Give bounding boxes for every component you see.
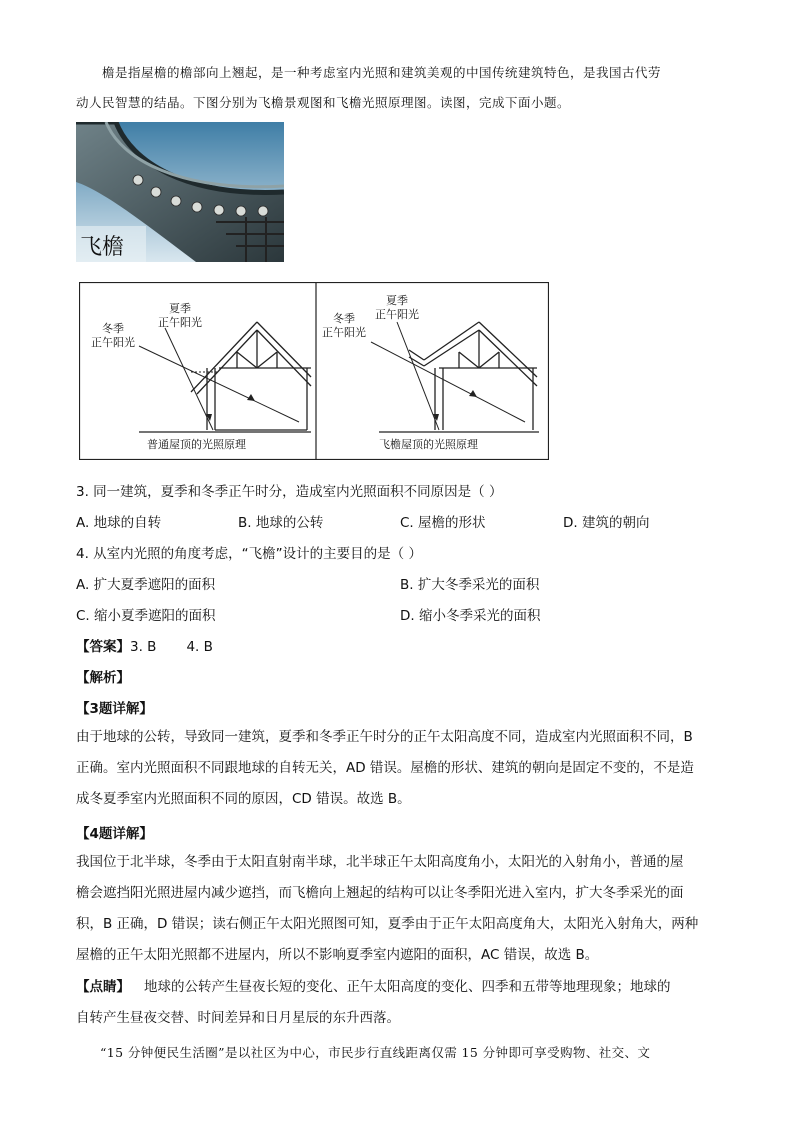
tip-label: 【点睛】 <box>76 979 130 995</box>
d3-line-1: 由于地球的公转，导致同一建筑，夏季和冬季正午时分的正午太阳高度不同，造成室内光照面积不同，B <box>76 729 693 745</box>
d3-label: 【3题详解】 <box>76 701 153 717</box>
q3-stem: 3. 同一建筑，夏季和冬季正午时分，造成室内光照面积不同原因是（ ） <box>76 484 503 500</box>
intro-line-2: 动人民智慧的结晶。下图分别为飞檐景观图和飞檐光照原理图。读图，完成下面小题。 <box>76 95 571 110</box>
q4-option-b[interactable]: B. 扩大冬季采光的面积 <box>400 577 540 593</box>
next-question-intro: “15 分钟便民生活圈”是以社区为中心，市民步行直线距离仅需 15 分钟即可享受购物、社交、文 <box>100 1045 651 1060</box>
d4-line-1: 我国位于北半球，冬季由于太阳直射南半球，北半球正午太阳高度角小，太阳光的入射角小，普通的屋 <box>76 854 684 870</box>
d4-line-4: 屋檐的正午太阳光照都不进屋内，所以不影响夏季室内遮阳的面积，AC 错误，故选 B。 <box>76 947 599 963</box>
left-caption: 普通屋顶的光照原理 <box>147 438 246 451</box>
left-summer-label: 夏季 正午阳光 <box>158 302 202 329</box>
right-summer-label: 夏季 正午阳光 <box>375 294 419 321</box>
flying-eaves-photo <box>76 122 284 262</box>
d3-line-3: 成冬夏季室内光照面积不同的原因，CD 错误。故选 B。 <box>76 791 411 807</box>
tip-line-2: 自转产生昼夜交替、时间差异和日月星辰的东升西落。 <box>76 1010 400 1026</box>
tip-line-1: 地球的公转产生昼夜长短的变化、正午太阳高度的变化、四季和五带等地理现象；地球的 <box>144 979 671 995</box>
q3-option-a[interactable]: A. 地球的自转 <box>76 515 162 531</box>
q3-option-d[interactable]: D. 建筑的朝向 <box>563 515 650 531</box>
tip-paragraph <box>76 972 716 1034</box>
answer-line <box>76 635 213 655</box>
d4-line-2: 檐会遮挡阳光照进屋内减少遮挡，而飞檐向上翘起的结构可以让冬季阳光进入室内，扩大冬季采光的面 <box>76 885 684 901</box>
eaves-light-diagram <box>79 282 549 460</box>
answer-label: 【答案】 <box>76 639 130 655</box>
q3-option-c[interactable]: C. 屋檐的形状 <box>400 515 486 531</box>
left-winter-label: 冬季 正午阳光 <box>91 322 135 349</box>
q3-option-b[interactable]: B. 地球的公转 <box>238 515 324 531</box>
d4-paragraph <box>76 847 716 971</box>
q4-option-c[interactable]: C. 缩小夏季遮阳的面积 <box>76 608 216 624</box>
photo-caption: 飞檐 <box>80 235 125 260</box>
right-winter-label: 冬季 正午阳光 <box>322 312 366 339</box>
d3-paragraph <box>76 722 716 815</box>
d4-line-3: 积，B 正确，D 错误；读右侧正午太阳光照图可知，夏季由于正午太阳高度角大，太阳光入射角大，两种 <box>76 916 699 932</box>
right-caption: 飞檐屋顶的光照原理 <box>379 438 478 451</box>
analysis-label: 【解析】 <box>76 670 130 686</box>
d3-line-2: 正确。室内光照面积不同跟地球的自转无关，AD 错误。屋檐的形状、建筑的朝向是固定不变的，不是造 <box>76 760 694 776</box>
q4-option-a[interactable]: A. 扩大夏季遮阳的面积 <box>76 577 216 593</box>
answer-text: 3. B 4. B <box>130 639 213 655</box>
intro-line-1: 檐是指屋檐的檐部向上翘起，是一种考虑室内光照和建筑美观的中国传统建筑特色，是我国古代劳 <box>102 65 662 80</box>
d4-label: 【4题详解】 <box>76 826 153 842</box>
intro-paragraph <box>76 58 716 118</box>
q4-stem: 4. 从室内光照的角度考虑，“飞檐”设计的主要目的是（ ） <box>76 546 422 562</box>
q4-option-d[interactable]: D. 缩小冬季采光的面积 <box>400 608 541 624</box>
